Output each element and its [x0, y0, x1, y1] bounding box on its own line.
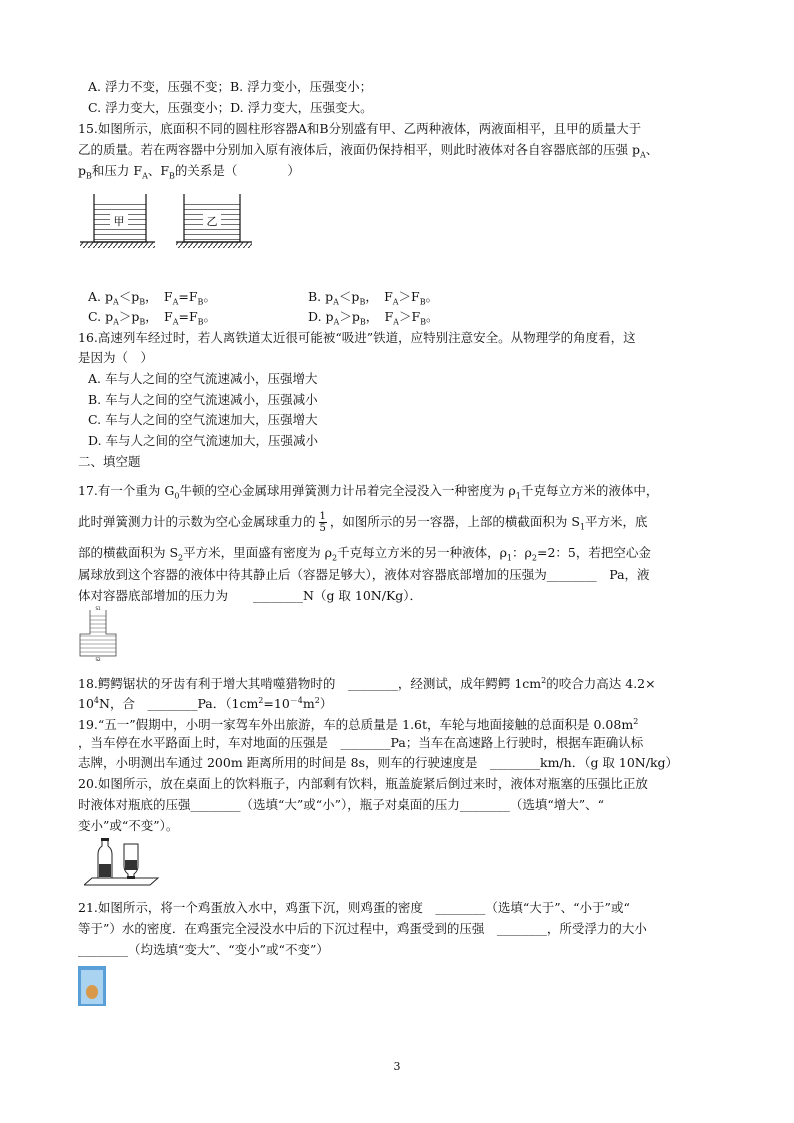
q16-option-b: B. 车与人之间的空气流速减小，压强减小: [88, 392, 318, 407]
q15-option-a: A. $p_A<p_B$， $F_A=F_B$。: [88, 289, 216, 307]
q16-option-a: A. 车与人之间的空气流速减小，压强增大: [88, 371, 318, 386]
q21-line-2: 等于”）水的密度．在鸡蛋完全浸没水中后的下沉过程中，鸡蛋受到的压强 ________，所受浮力的大小: [78, 921, 647, 936]
q20-line-2: 时液体对瓶底的压强________（选填“大”或“小”），瓶子对桌面的压力________（选填“增大”、“: [78, 797, 604, 812]
q14-option-line-1: A. 浮力不变，压强不变；B. 浮力变小，压强变小；: [88, 79, 373, 94]
q17-stepped-container-figure: [78, 606, 128, 662]
q15-option-c: C. $p_A>p_B$， $F_A=F_B$。: [88, 309, 217, 327]
q20-line-1: 20.如图所示，放在桌面上的饮料瓶子，内部剩有饮料，瓶盖旋紧后倒过来时，液体对瓶塞的压强比正放: [78, 776, 648, 791]
q20-line-3: 变小”或“不变”）。: [78, 818, 179, 833]
page-number: 3: [393, 1060, 401, 1073]
q20-bottles-figure: [84, 838, 164, 886]
q21-egg-in-water-figure: [78, 966, 106, 1006]
q16-option-d: D. 车与人之间的空气流速加大，压强减小: [88, 433, 319, 448]
container-b-label: 乙: [206, 215, 218, 228]
q15-stem-line-2: 乙的质量。若在两容器中分别加入原有液体后，液面仍保持相平，则此时液体对各自容器底部的压强 $p_A$、: [78, 142, 659, 160]
s2-label: S2: [95, 657, 101, 662]
container-a-label: 甲: [113, 215, 125, 228]
q17-line-1: 17.有一个重为 $G_0$牛顿的空心金属球用弹簧测力计吊着完全浸没入一种密度为 $\rho_1$千克每立方米的液体中，: [78, 483, 659, 501]
q15-containers-figure: [80, 192, 270, 250]
section-title: 二、填空题: [78, 454, 141, 469]
q21-line-3: ________（均选填“变大”、“变小”或“不变”）: [78, 942, 329, 957]
q17-line-2: 此时弹簧测力计的示数为空心金属球重力的 $\frac{1}{5}$ ，如图所示的另一容器，上部的横截面积为 $S_1$平方米，底: [78, 511, 648, 534]
one-fifth-fraction: $\frac{1}{5}$: [319, 511, 326, 534]
s1-label: S1: [95, 606, 101, 611]
q16-stem-line-1: 16.高速列车经过时，若人离铁道太近很可能被“吸进”铁道，应特别注意安全。从物理学的角度看，这: [78, 330, 636, 345]
q15-stem-line-1: 15.如图所示，底面积不同的圆柱形容器A和B分别盛有甲、乙两种液体，两液面相平，且甲的质量大于: [78, 121, 642, 136]
q15-stem-line-3: $p_B$和压力 $F_A$、$F_B$的关系是（ ）: [78, 163, 300, 181]
q19-line-1: 19.“五一”假期中，小明一家驾车外出旅游，车的总质量是 1.6t，车轮与地面接触的总面积是 $0.08m^2$: [78, 717, 639, 733]
q19-line-3: 志牌，小明测出车通过 200m 距离所用的时间是 8s，则车的行驶速度是 ________km/h．（g 取 10N/kg）: [78, 755, 679, 770]
q15-option-d: D. $p_A>p_B$， $F_A>F_B$。: [308, 309, 439, 327]
q18-line-1: 18.鳄鳄锯状的牙齿有利于增大其啃噬猎物时的 ________，经测试，成年鳄鳄 $1cm^2$的咬合力高达 4.2×: [78, 676, 656, 692]
q18-line-2: $10^4N$，合 ________Pa．$(1cm^2=10^{-4}m^2)$: [78, 696, 333, 712]
q21-line-1: 21.如图所示，将一个鸡蛋放入水中，鸡蛋下沉，则鸡蛋的密度 ________（选填“大于”、“小于”或“: [78, 900, 630, 915]
q15-option-b: B. $p_A<p_B$， $F_A>F_B$。: [308, 289, 439, 307]
q16-option-c: C. 车与人之间的空气流速加大，压强增大: [88, 412, 318, 427]
q17-line-4: 属球放到这个容器的液体中待其静止后（容器足够大），液体对容器底部增加的压强为________ Pa，液: [78, 567, 650, 582]
q17-line-5: 体对容器底部增加的压力为 ________N（g 取 10N/Kg）．: [78, 588, 423, 603]
q19-line-2: ，当车停在水平路面上时，车对地面的压强是 ________Pa；当车在高速路上行驶时，根据车距确认标: [78, 735, 644, 750]
q16-stem-line-2: 是因为（ ）: [78, 350, 154, 365]
q17-line-3: 部的横截面积为 $S_2$平方米，里面盛有密度为 $\rho_2$千克每立方米的另一种液体，$\rho_1$：$\rho_2=2$：5，若把空心金: [78, 545, 651, 563]
egg-icon: [86, 985, 98, 999]
q14-option-line-2: C. 浮力变大，压强变小；D. 浮力变大，压强变大。: [88, 100, 373, 115]
